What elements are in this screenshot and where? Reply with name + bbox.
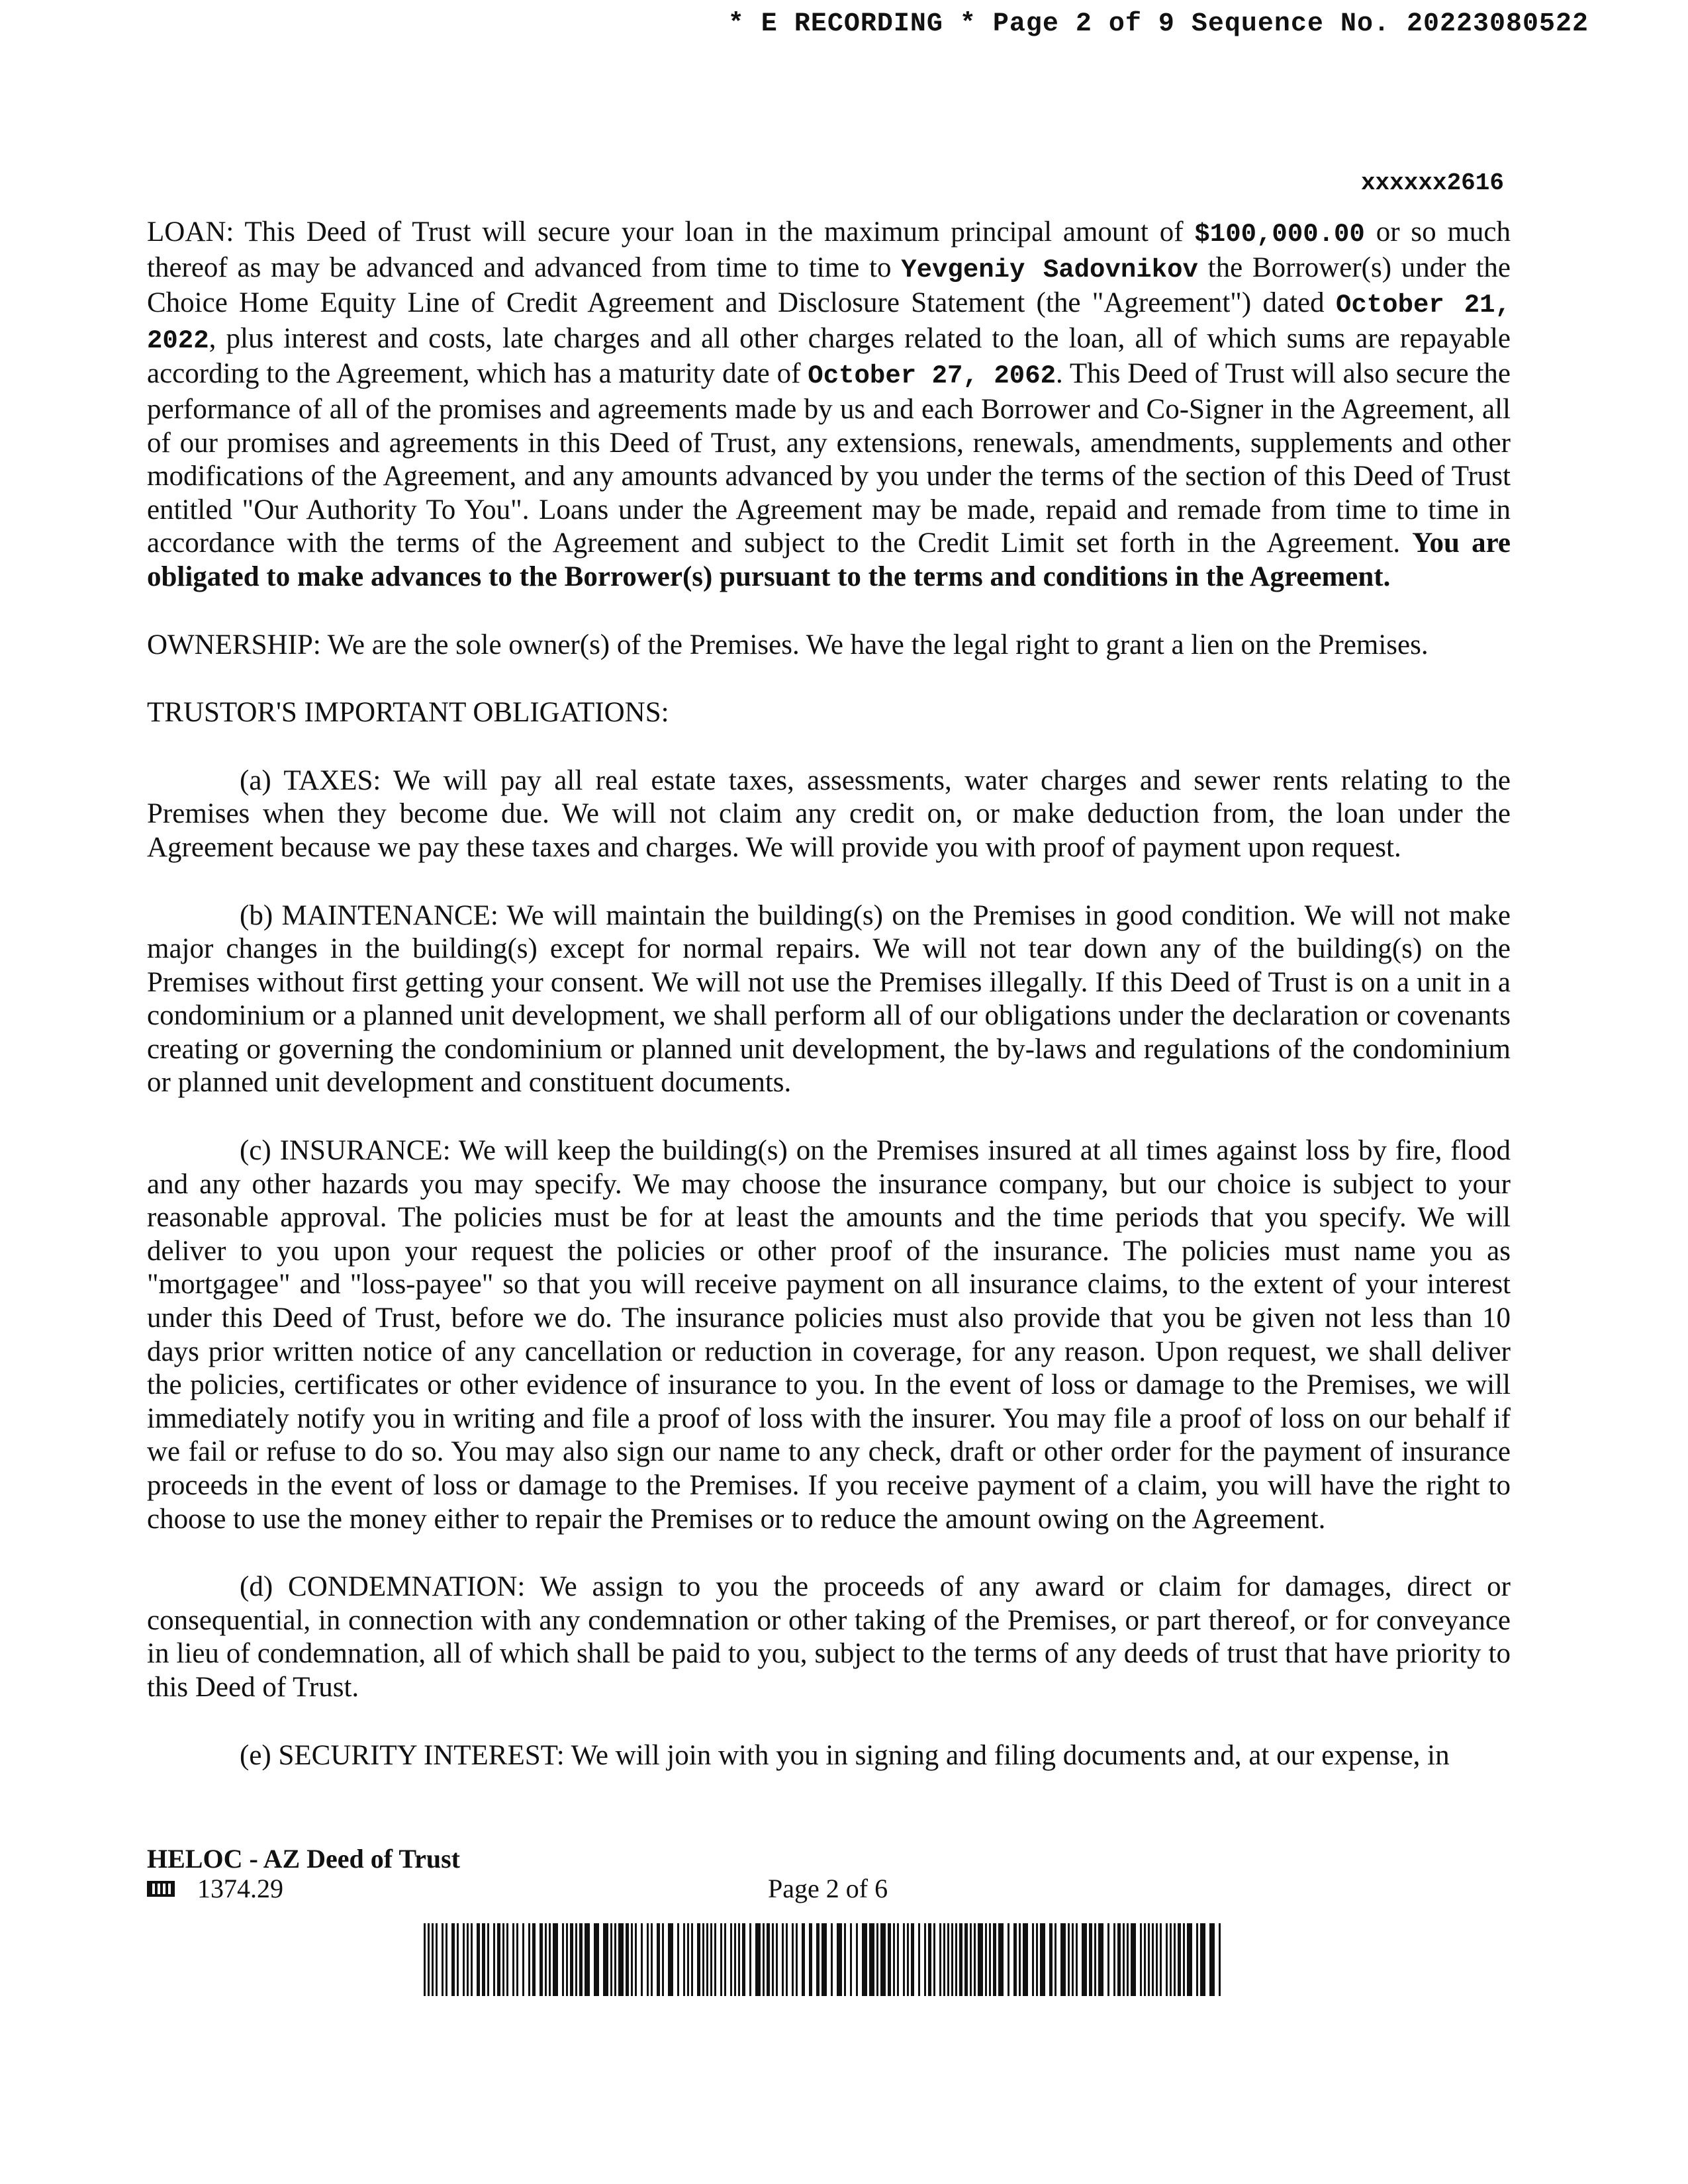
barcode-bar	[1219, 1923, 1221, 1996]
barcode-bar	[1178, 1923, 1181, 1996]
loan-label: LOAN:	[147, 216, 234, 248]
barcode-bar	[1160, 1923, 1162, 1996]
barcode-bar	[1196, 1923, 1198, 1996]
barcode-bar	[844, 1923, 846, 1996]
barcode-bar	[993, 1923, 996, 1996]
barcode-bar	[749, 1923, 751, 1996]
insurance-clause	[147, 1134, 1511, 1536]
barcode-bar	[618, 1923, 624, 1996]
barcode-bar	[1152, 1923, 1154, 1996]
barcode-bar	[516, 1923, 518, 1996]
barcode-bar	[657, 1923, 660, 1996]
document-body	[147, 216, 1511, 1807]
barcode-bar	[647, 1923, 649, 1996]
barcode-bar	[585, 1923, 590, 1996]
maintenance-label: (b) MAINTENANCE:	[240, 899, 498, 931]
barcode-bar	[850, 1923, 852, 1996]
barcode-bar	[1156, 1923, 1158, 1996]
barcode-bar	[1008, 1923, 1009, 1996]
ownership-paragraph	[147, 629, 1511, 662]
barcode-bar	[964, 1923, 968, 1996]
barcode-bar	[1166, 1923, 1168, 1996]
barcode-bar	[575, 1923, 577, 1996]
barcode-bar	[471, 1923, 473, 1996]
barcode-bar	[662, 1923, 664, 1996]
condemnation-clause	[147, 1570, 1511, 1704]
barcode-bar	[776, 1923, 778, 1996]
barcode-bar	[837, 1923, 842, 1996]
taxes-label: (a) TAXES:	[240, 764, 381, 796]
barcode-bar	[549, 1923, 551, 1996]
barcode-bar	[903, 1923, 905, 1996]
barcode-bar	[522, 1923, 524, 1996]
security-interest-text: We will join with you in signing and filing documents and, at our expense, in	[564, 1739, 1450, 1771]
barcode-bar	[1032, 1923, 1034, 1996]
barcode-bar	[493, 1923, 495, 1996]
barcode-bar	[668, 1923, 673, 1996]
barcode-bar	[706, 1923, 708, 1996]
security-interest-clause	[147, 1739, 1511, 1773]
barcode-bar	[880, 1923, 886, 1996]
barcode-bar	[1174, 1923, 1176, 1996]
barcode-bar	[809, 1923, 812, 1996]
barcode-bar	[1040, 1923, 1045, 1996]
barcode-bar	[933, 1923, 935, 1996]
barcode-bar	[947, 1923, 949, 1996]
barcode-bar	[532, 1923, 536, 1996]
barcode-bar	[802, 1923, 805, 1996]
barcode-bar	[856, 1923, 858, 1996]
borrower-name: Yevgeniy Sadovnikov	[901, 255, 1198, 285]
barcode-bar	[1055, 1923, 1056, 1996]
form-code: 1374.29	[197, 1874, 283, 1903]
taxes-clause	[147, 764, 1511, 865]
barcode-bar	[432, 1923, 434, 1996]
barcode-bar	[831, 1923, 833, 1996]
barcode-bar	[1094, 1923, 1096, 1996]
barcode-bar	[989, 1923, 991, 1996]
barcode-bar	[1140, 1923, 1142, 1996]
barcode-bar	[610, 1923, 612, 1996]
barcode-bar	[614, 1923, 616, 1996]
barcode-bar	[714, 1923, 716, 1996]
barcode-bar	[1082, 1923, 1087, 1996]
barcode-bar	[1209, 1923, 1215, 1996]
barcode-bar	[730, 1923, 732, 1996]
barcode-bar	[562, 1923, 564, 1996]
barcode-bar	[445, 1923, 447, 1996]
barcode-bar	[951, 1923, 953, 1996]
barcode-bar	[502, 1923, 504, 1996]
maintenance-clause	[147, 899, 1511, 1101]
barcode-bar	[724, 1923, 726, 1996]
barcode-bar	[702, 1923, 704, 1996]
barcode-bar	[1089, 1923, 1092, 1996]
barcode-bar	[1144, 1923, 1146, 1996]
barcode-bar	[796, 1923, 798, 1996]
barcode-bar	[570, 1923, 573, 1996]
barcode-bar	[497, 1923, 500, 1996]
security-interest-label: (e) SECURITY INTEREST:	[240, 1739, 565, 1771]
barcode-bar	[786, 1923, 788, 1996]
barcode-bar	[506, 1923, 508, 1996]
loan-text-5: . This Deed of Trust will also secure the performance of all of the promises and agreements made by us and each Borrower and Co-Signer in the Agreement, all of our promises and agreements in this Deed of Trust, any extensions, renewals, amendments, supplements and other modifications of the Agreement, and any amounts advanced by you under the terms of the section of this Deed of Trust entitled "Our Authority To You". Loans under the Agreement may be made, repaid and remade from time to time in accordance with the terms of the Agreement and subject to the Credit Limit set forth in the Agreement.	[147, 358, 1511, 559]
barcode-bar	[651, 1923, 653, 1996]
barcode-bar	[1117, 1923, 1121, 1996]
recording-header: * E RECORDING * Page 2 of 9 Sequence No. 20223080522	[727, 9, 1589, 39]
form-name: HELOC - AZ Deed of Trust	[147, 1844, 460, 1874]
barcode-bar	[782, 1923, 784, 1996]
barcode-bar	[539, 1923, 543, 1996]
advance-obligation-text: You are obligated to make advances to the Borrower(s) pursuant to the terms and conditions in the Agreement.	[147, 527, 1511, 592]
ownership-text: We are the sole owner(s) of the Premises. We have the legal right to grant a lien on the Premises.	[320, 629, 1429, 660]
barcode-bar	[603, 1923, 608, 1996]
barcode-bar	[424, 1923, 426, 1996]
account-number: xxxxxx2616	[1360, 169, 1504, 197]
barcode-bar	[512, 1923, 514, 1996]
obligations-heading: TRUSTOR'S IMPORTANT OBLIGATIONS:	[147, 697, 669, 729]
barcode-bar	[1019, 1923, 1021, 1996]
barcode-bar	[928, 1923, 931, 1996]
barcode-bar	[918, 1923, 920, 1996]
barcode-bar	[697, 1923, 700, 1996]
form-logo-icon	[147, 1881, 175, 1897]
barcode-bar	[528, 1923, 530, 1996]
barcode-bar	[428, 1923, 430, 1996]
barcode-bar	[594, 1923, 599, 1996]
barcode-bar	[911, 1923, 914, 1996]
barcode-bar	[897, 1923, 899, 1996]
barcode-bar	[566, 1923, 568, 1996]
barcode-bar	[734, 1923, 736, 1996]
barcode-bar	[738, 1923, 740, 1996]
barcode-bar	[683, 1923, 685, 1996]
barcode-bar	[579, 1923, 583, 1996]
barcode-bar	[451, 1923, 455, 1996]
barcode-bar	[436, 1923, 438, 1996]
barcode-bar	[893, 1923, 895, 1996]
barcode-bar	[763, 1923, 765, 1996]
barcode-bar	[955, 1923, 957, 1996]
loan-text-2: or so much thereof as may be advanced and advanced from time to time to	[147, 216, 1511, 283]
condemnation-text: We assign to you the proceeds of any award or claim for damages, direct or consequential, in connection with any condemnation or other taking of the Premises, or part thereof, or for conveyance in lieu of condemnation, all of which shall be paid to you, subject to the terms of any deeds of trust that have priority to this Deed of Trust.	[147, 1571, 1511, 1703]
barcode-bar	[487, 1923, 489, 1996]
loan-paragraph	[147, 216, 1511, 594]
barcode-bar	[477, 1923, 480, 1996]
barcode-bar	[1170, 1923, 1172, 1996]
barcode-bar	[1072, 1923, 1074, 1996]
barcode-bar	[1113, 1923, 1115, 1996]
barcode-bar	[1060, 1923, 1066, 1996]
barcode-bar	[626, 1923, 629, 1996]
barcode-bar	[1068, 1923, 1070, 1996]
barcode-bar	[1023, 1923, 1028, 1996]
barcode-bar	[978, 1923, 983, 1996]
barcode-bar	[631, 1923, 633, 1996]
barcode-bar	[1013, 1923, 1017, 1996]
barcode-bar	[687, 1923, 689, 1996]
barcode-bar	[985, 1923, 987, 1996]
loan-text-3: the Borrower(s) under the Choice Home Equity Line of Credit Agreement and Disclosure Statement (the "Agreement") dated	[147, 251, 1511, 319]
barcode-bar	[888, 1923, 891, 1996]
barcode-bar	[1127, 1923, 1129, 1996]
insurance-text: We will keep the building(s) on the Premises insured at all times against loss by fire, flood and any other hazards you may specify. We may choose the insurance company, but our choice is subject to your reasonable approval. The policies must be for at least the amounts and the time periods that you specify. We will deliver to you upon your request the policies or other proof of the insurance. The policies must name you as "mortgagee" and "loss-payee" so that you will receive payment on all insurance claims, to the extent of your interest under this Deed of Trust, before we do. The insurance policies must also provide that you be given not less than 10 days prior written notice of any cancellation or reduction in coverage, for any reason. Upon request, we shall deliver the policies, certificates or other evidence of insurance to you. In the event of loss or damage to the Premises, we will immediately notify you in writing and file a proof of loss with the insurer. You may file a proof of loss on our behalf if we fail or refuse to do so. You may also sign our name to any check, draft or other order for the payment of insurance proceeds in the event of loss or damage to the Premises. If you receive payment of a claim, you will have the right to choose to use the money either to repair the Premises or to reduce the amount owing on the Agreement.	[147, 1135, 1511, 1535]
barcode-bar	[641, 1923, 643, 1996]
barcode-bar	[1107, 1923, 1109, 1996]
barcode-bar	[1098, 1923, 1103, 1996]
barcode-bar	[772, 1923, 774, 1996]
barcode-bar	[959, 1923, 962, 1996]
barcode-bar	[1049, 1923, 1053, 1996]
barcode-bar	[1123, 1923, 1125, 1996]
barcode-bar	[463, 1923, 465, 1996]
barcode-bar	[998, 1923, 1004, 1996]
barcode-bar	[442, 1923, 444, 1996]
barcode-bar	[1148, 1923, 1150, 1996]
barcode-bar	[816, 1923, 820, 1996]
insurance-label: (c) INSURANCE:	[240, 1135, 451, 1167]
barcode-bar	[1187, 1923, 1192, 1996]
barcode-bar	[742, 1923, 745, 1996]
barcode-bar	[924, 1923, 926, 1996]
barcode-bar	[482, 1923, 485, 1996]
barcode-bar	[876, 1923, 878, 1996]
maturity-date: October 27, 2062	[808, 361, 1056, 391]
form-code-row	[147, 1874, 283, 1903]
barcode-bar	[943, 1923, 945, 1996]
barcode-bar	[1131, 1923, 1136, 1996]
barcode-bar	[457, 1923, 459, 1996]
loan-text-1: This Deed of Trust will secure your loan in the maximum principal amount of	[234, 216, 1195, 248]
barcode-bar	[1200, 1923, 1205, 1996]
barcode-bar	[755, 1923, 761, 1996]
barcode-bar	[545, 1923, 547, 1996]
barcode-bar	[467, 1923, 469, 1996]
barcode-bar	[635, 1923, 637, 1996]
maintenance-text: We will maintain the building(s) on the Premises in good condition. We will not make major changes in the building(s) except for normal repairs. We will not tear down any of the building(s) on the Premises without first getting your consent. We will not use the Premises illegally. If this Deed of Trust is on a unit in a condominium or a planned unit development, we shall perform all of our obligations under the declaration or covenants creating or governing the condominium or planned unit development, the by-laws and regulations of the condominium or planned unit development and constituent documents.	[147, 899, 1511, 1099]
condemnation-label: (d) CONDEMNATION:	[240, 1571, 526, 1603]
barcode-bar	[907, 1923, 909, 1996]
barcode-bar	[862, 1923, 867, 1996]
barcode-bar	[553, 1923, 558, 1996]
barcode-bar	[1036, 1923, 1038, 1996]
taxes-text: We will pay all real estate taxes, assessments, water charges and sewer rents relating to the Premises when they become due. We will not claim any credit on, or make deduction from, the loan under the Agreement because we pay these taxes and charges. We will provide you with proof of payment upon request.	[147, 764, 1511, 863]
ownership-label: OWNERSHIP:	[147, 629, 321, 660]
loan-text-4: , plus interest and costs, late charges and all other charges related to the loan, all of which sums are repayable according to the Agreement, which has a maturity date of	[147, 322, 1511, 390]
agreement-date: October 21, 2022	[147, 291, 1511, 355]
barcode-bar	[1183, 1923, 1185, 1996]
barcode-bar	[974, 1923, 976, 1996]
barcode-bar	[869, 1923, 874, 1996]
barcode-bar	[821, 1923, 827, 1996]
barcode-bar	[792, 1923, 794, 1996]
barcode-bar	[767, 1923, 770, 1996]
loan-amount: $100,000.00	[1194, 220, 1365, 249]
barcode-bar	[1076, 1923, 1078, 1996]
barcode-bar	[691, 1923, 693, 1996]
barcode-bar	[939, 1923, 941, 1996]
page-number: Page 2 of 6	[768, 1874, 888, 1903]
barcode-bar	[710, 1923, 712, 1996]
barcode-bar	[970, 1923, 972, 1996]
barcode-bar	[720, 1923, 722, 1996]
barcode-bar	[677, 1923, 679, 1996]
barcode	[424, 1923, 1225, 1996]
